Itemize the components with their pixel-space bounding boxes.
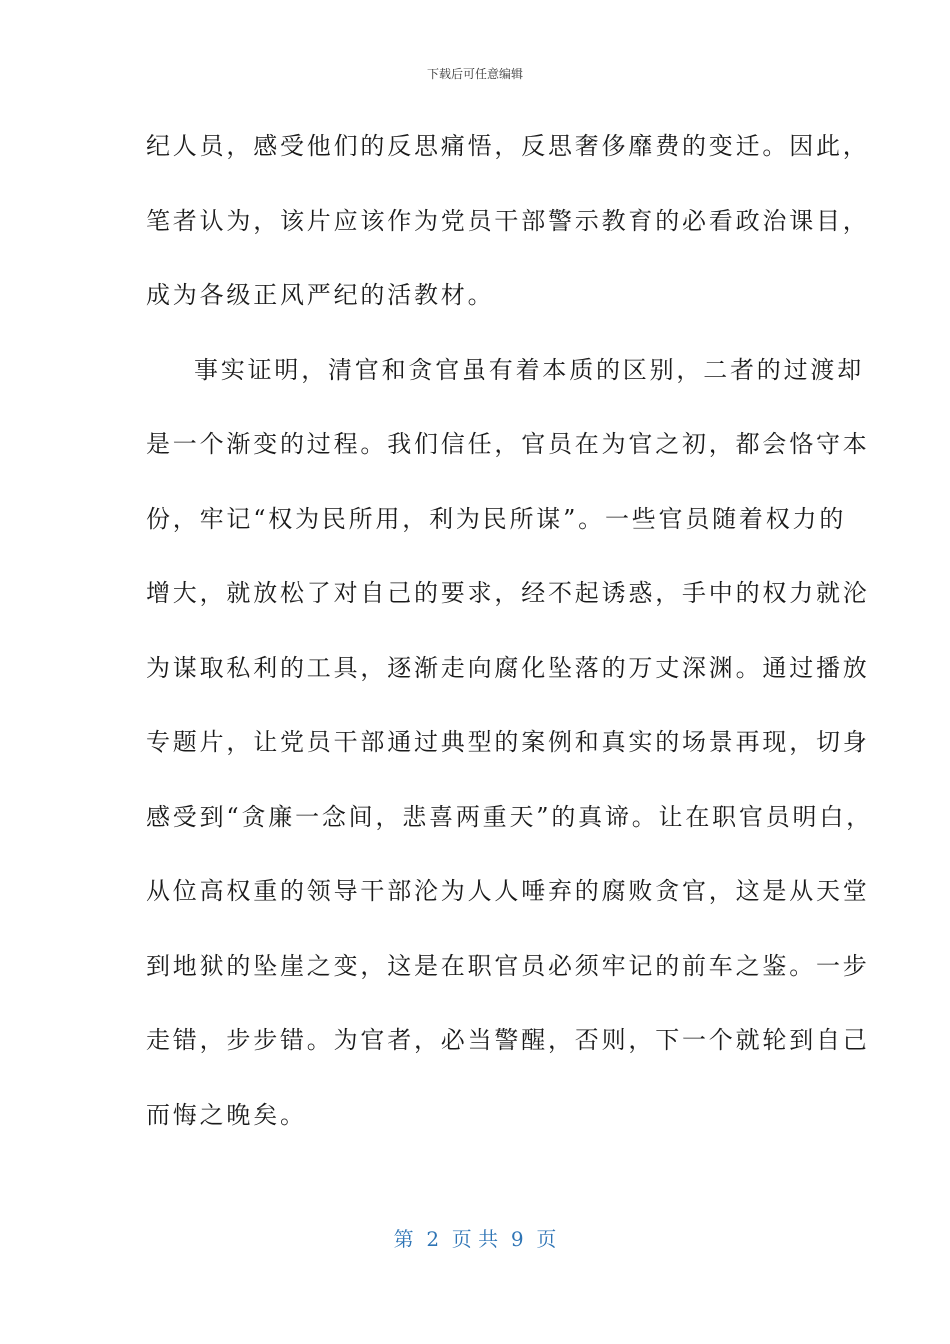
paragraph-line: 走错，步步错。为官者，必当警醒，否则，下一个就轮到自己 <box>146 1026 870 1054</box>
paragraph-line: 事实证明，清官和贪官虽有着本质的区别，二者的过渡却 <box>194 355 864 384</box>
paragraph-line: 专题片，让党员干部通过典型的案例和真实的场景再现，切身 <box>146 728 870 756</box>
page-number-text: 第 2 页 共 9 页 <box>393 1227 557 1251</box>
paragraph-line: 增大，就放松了对自己的要求，经不起诱惑，手中的权力就沦 <box>146 579 870 607</box>
document-body <box>146 120 873 1163</box>
paragraph-line: 感受到“贪廉一念间，悲喜两重天”的真谛。让在职官员明白， <box>146 802 873 831</box>
paragraph-line: 而悔之晚矣。 <box>146 1100 307 1129</box>
paragraph-line: 成为各级正风严纪的活教材。 <box>146 281 495 309</box>
page-number-footer <box>0 1224 950 1254</box>
paragraph-line: 从位高权重的领导干部沦为人人唾弃的腐败贪官，这是从天堂 <box>146 877 870 905</box>
page-header-note: 下载后可任意编辑 <box>426 67 523 81</box>
paragraph-line: 笔者认为，该片应该作为党员干部警示教育的必看政治课目， <box>146 206 870 235</box>
paragraph-line: 是一个渐变的过程。我们信任，官员在为官之初，都会恪守本 <box>146 430 870 458</box>
paragraph-line: 纪人员，感受他们的反思痛悟，反思奢侈靡费的变迁。因此， <box>146 132 870 160</box>
paragraph-line: 份，牢记“权为民所用，利为民所谋”。一些官员随着权力的 <box>146 504 847 533</box>
paragraph-line: 到地狱的坠崖之变，这是在职官员必须牢记的前车之鉴。一步 <box>146 951 870 980</box>
paragraph-line: 为谋取私利的工具，逐渐走向腐化坠落的万丈深渊。通过播放 <box>146 653 870 682</box>
